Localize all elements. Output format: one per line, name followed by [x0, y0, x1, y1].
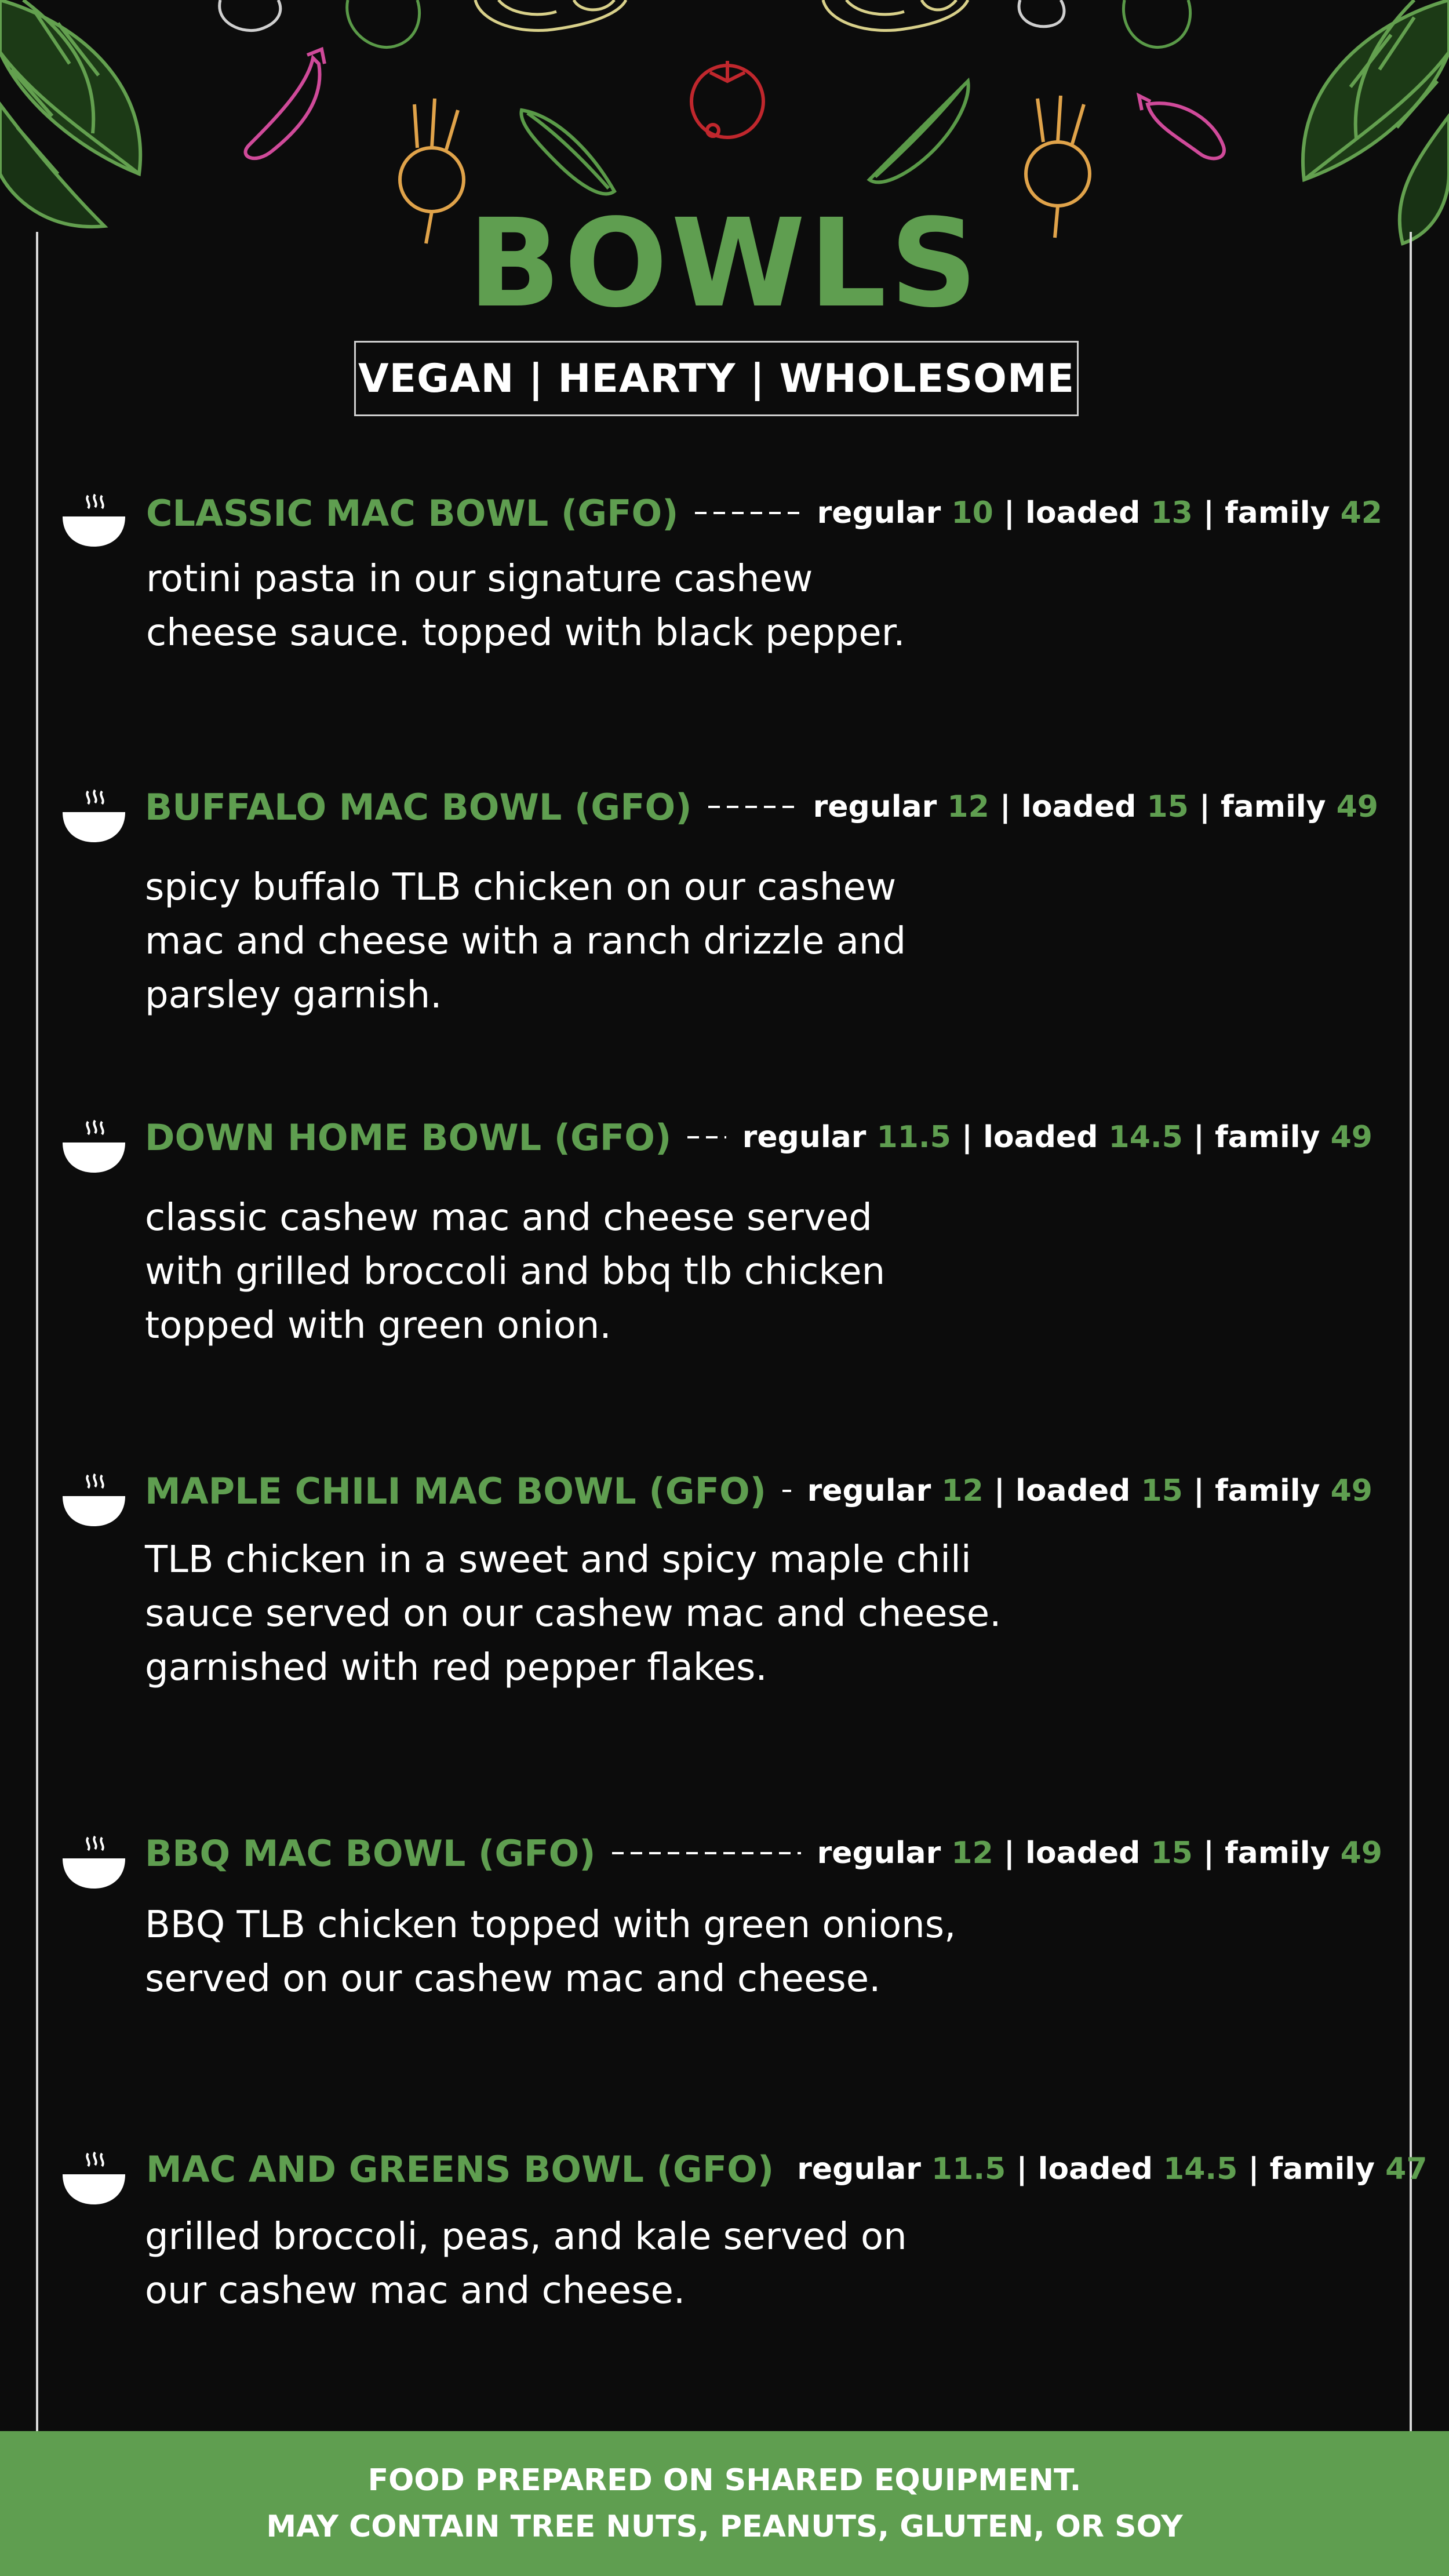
- bowl-icon: [59, 784, 129, 848]
- item-name: MAPLE CHILI MAC BOWL (GFO): [145, 1469, 767, 1512]
- cabbage-icon: [475, 0, 968, 31]
- subtitle: VEGAN | HEARTY | WHOLESOME: [358, 355, 1075, 402]
- item-description: rotini pasta in our signature cashew cheese sauce. topped with black pepper.: [146, 558, 905, 654]
- allergen-footer: [0, 2431, 1449, 2576]
- bowl-icon: [59, 1468, 129, 1532]
- price-family: 42: [1340, 496, 1382, 530]
- price-family: 49: [1330, 1473, 1372, 1508]
- item-heading: [146, 487, 1382, 539]
- item-heading: [146, 2143, 1428, 2195]
- price-loaded: 14.5: [1163, 2152, 1238, 2186]
- item-description: TLB chicken in a sweet and spicy maple chili sauce served on our cashew mac and cheese. garnished with red pepper flakes.: [145, 1538, 1002, 1689]
- price-regular: 12: [947, 789, 989, 824]
- item-name: BBQ MAC BOWL (GFO): [145, 1832, 596, 1875]
- frame-border-right: [1410, 232, 1412, 2431]
- item-name: MAC AND GREENS BOWL (GFO): [146, 2148, 774, 2191]
- item-description: BBQ TLB chicken topped with green onions, served on our cashew mac and cheese.: [145, 1904, 956, 2000]
- price-regular: 10: [951, 496, 993, 530]
- bowl-icon: [59, 2146, 129, 2210]
- footer-line-1: FOOD PREPARED ON SHARED EQUIPMENT.: [367, 2463, 1082, 2498]
- price-loaded: 15: [1141, 1473, 1183, 1508]
- frame-border-left: [36, 232, 38, 2431]
- item-heading: [145, 1465, 1372, 1517]
- price-loaded: 14.5: [1108, 1120, 1183, 1155]
- price-loaded: 13: [1151, 496, 1193, 530]
- dashed-leader: [708, 806, 797, 808]
- price-regular: 11.5: [931, 2152, 1006, 2186]
- bowl-icon: [59, 1115, 129, 1178]
- subtitle-box: [354, 341, 1079, 416]
- dashed-leader: [782, 1490, 791, 1492]
- item-name: CLASSIC MAC BOWL (GFO): [146, 492, 679, 534]
- dashed-leader: [695, 512, 801, 514]
- item-prices: regular 11.5 | loaded 14.5 | family 47: [797, 2152, 1428, 2186]
- item-heading: [145, 1111, 1372, 1163]
- price-regular: 12: [941, 1473, 984, 1508]
- item-prices: regular 12 | loaded 15 | family 49: [807, 1473, 1372, 1508]
- item-heading: [145, 781, 1378, 833]
- tomato-icon: [691, 61, 763, 137]
- bowl-icon: [59, 489, 129, 552]
- price-regular: 12: [951, 1836, 993, 1871]
- bowl-icon: [59, 1831, 129, 1894]
- price-family: 49: [1340, 1836, 1382, 1871]
- item-description: grilled broccoli, peas, and kale served on our cashew mac and cheese.: [145, 2215, 907, 2312]
- item-heading: [145, 1827, 1382, 1879]
- item-name: DOWN HOME BOWL (GFO): [145, 1116, 672, 1159]
- item-name: BUFFALO MAC BOWL (GFO): [145, 785, 692, 828]
- item-prices: regular 12 | loaded 15 | family 49: [817, 1836, 1382, 1871]
- item-description: classic cashew mac and cheese served with grilled broccoli and bbq tlb chicken topped with green onion.: [145, 1196, 886, 1347]
- footer-line-2: MAY CONTAIN TREE NUTS, PEANUTS, GLUTEN, OR SOY: [266, 2509, 1183, 2544]
- dashed-leader: [612, 1852, 801, 1854]
- item-description: spicy buffalo TLB chicken on our cashew mac and cheese with a ranch drizzle and parsley garnish.: [145, 866, 906, 1017]
- item-prices: regular 11.5 | loaded 14.5 | family 49: [742, 1120, 1372, 1155]
- item-prices: regular 10 | loaded 13 | family 42: [817, 496, 1382, 530]
- leaf-cluster-left-icon: [0, 0, 140, 227]
- price-loaded: 15: [1151, 1836, 1193, 1871]
- price-family: 47: [1385, 2152, 1428, 2186]
- price-family: 49: [1336, 789, 1378, 824]
- item-prices: regular 12 | loaded 15 | family 49: [813, 789, 1378, 824]
- page-title: BOWLS: [468, 192, 981, 334]
- price-loaded: 15: [1146, 789, 1189, 824]
- chili-pepper-icon: [521, 81, 968, 194]
- price-family: 49: [1330, 1120, 1372, 1155]
- price-regular: 11.5: [876, 1120, 951, 1155]
- dashed-leader: [687, 1136, 726, 1138]
